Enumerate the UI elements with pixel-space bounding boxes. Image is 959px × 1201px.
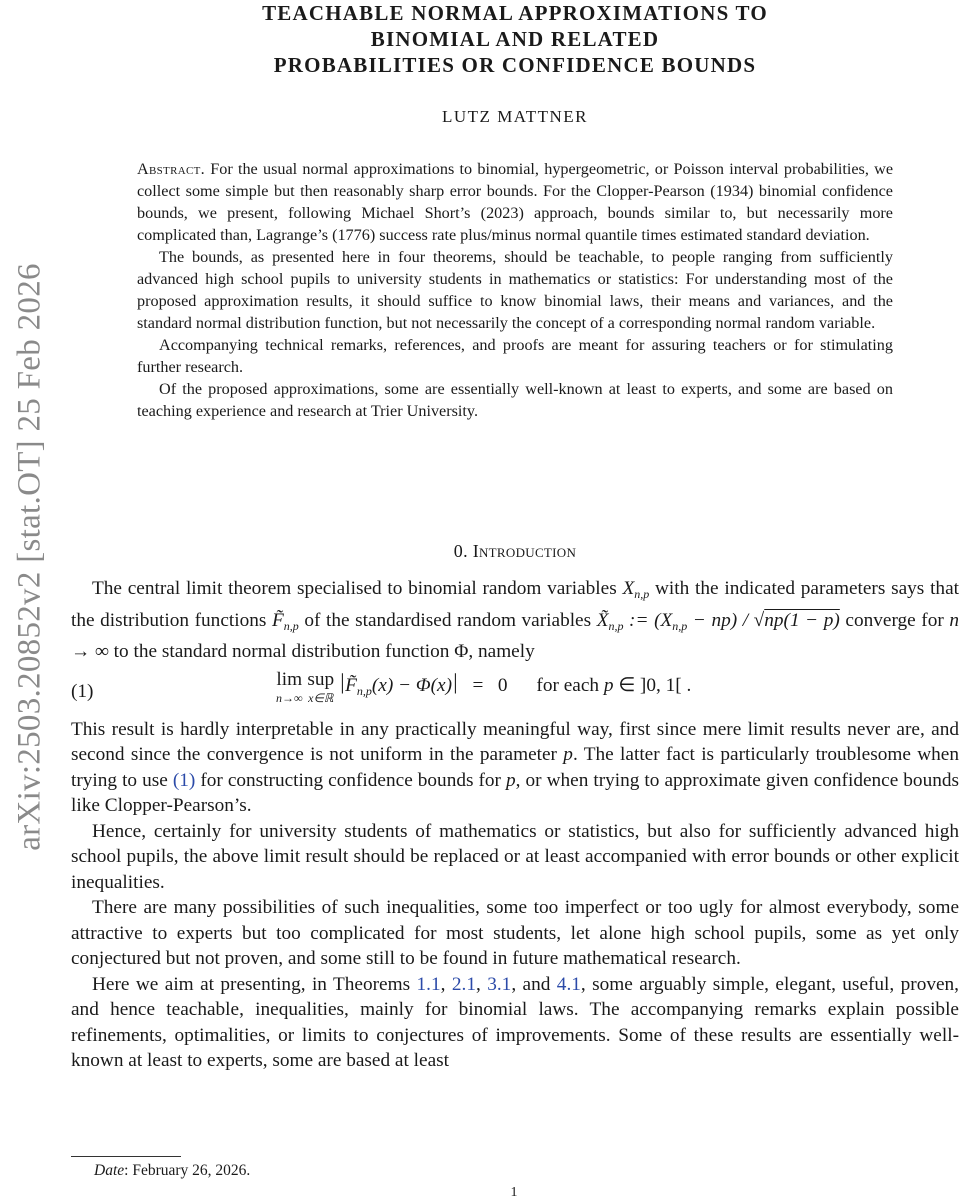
author-name: LUTZ MATTNER [442, 107, 588, 126]
equation-number: (1) [71, 680, 94, 702]
intro-paragraph-2: This result is hardly interpretable in any practically meaningful way, first since mere limit results never are, and second since the convergence is not uniform in the parameter p. The latter fact is particularly troublesome when trying to use (1) for constructing confidence bounds for p, or when trying to approximate given confidence bounds like Clopper-Pearson’s. [71, 718, 959, 816]
arxiv-identifier-text: arXiv:2503.20852v2 [stat.OT] 25 Feb 2026 [11, 263, 48, 851]
theorem-3-1-link[interactable]: 3.1 [487, 973, 512, 995]
footnote-label: Date [94, 1162, 125, 1179]
section-heading-text: 0. Introduction [453, 541, 577, 561]
abstract-paragraph-1 [137, 158, 893, 246]
abstract [137, 158, 893, 422]
section-heading [70, 541, 959, 562]
theorem-1-1-link[interactable]: 1.1 [416, 973, 441, 995]
abstract-paragraph-4: Of the proposed approximations, some are essentially well-known at least to experts, and some are based on teaching experience and research at Trier University. [137, 380, 893, 420]
paper-title [120, 0, 910, 78]
intro-paragraph-1: The central limit theorem specialised to binomial random variables $X_{n,p}$ with the indicated parameters says that the distribution functions $F̃_{n,p}$ of the standardised random variables $X̃_{n,p}$ := $(X_{n,p} - np) / √np(1 - p)$ converge for n → ∞ to the standard normal distribution function Φ, namely [71, 578, 959, 662]
introduction-body [71, 576, 959, 1074]
abstract-paragraph-2: The bounds, as presented here in four theorems, should be teachable, to people ranging from sufficiently advanced high school pupils to university students in mathematics or statistics: For understanding most of the proposed approximation results, it should suffice to know binomial laws, their means and variances, and the standard normal distribution function, but not necessarily the concept of a corresponding normal random variable. [137, 248, 893, 332]
intro-paragraph-3: Hence, certainly for university students of mathematics or statistics, but also for sufficiently advanced high school pupils, the above limit result should be replaced or at least accompanied with error bounds or other explicit inequalities. [71, 820, 959, 893]
theorem-4-1-link[interactable]: 4.1 [556, 973, 581, 995]
intro-paragraph-4: There are many possibilities of such inequalities, some too imperfect or too ugly for almost everybody, some attractive to experts but too complicated for most students, let alone high school pupils, some as yet only conjectured but not proven, and some still to be found in future mathematical research. [71, 897, 959, 969]
math-n-to-inf: n → ∞ [71, 609, 959, 662]
equation-tail: for each [536, 674, 604, 696]
equation-body: lim n→∞ sup x∈ℝ $|F̃_{n,p}(x) - \Phi(x)| = 0$ for each p ∈ ]0, 1[ . [276, 668, 692, 705]
math-xnp: $X_{n,p}$ [622, 578, 650, 601]
abstract-paragraph-3: Accompanying technical remarks, references, and proofs are meant for assuring teachers or for stimulating further research. [137, 336, 893, 376]
abstract-text-1: For the usual normal approximations to binomial, hypergeometric, or Poisson interval probabilities, we collect some simple but then reasonably sharp error bounds. For the Clopper-Pearson (1934) binomial confidence bounds, we present, following Michael Short’s (2023) approach, bounds similar to, but necessarily more complicated than, Lagrange’s (1776) success rate plus/minus normal quantile times estimated standard deviation. [137, 160, 894, 244]
abstract-label: Abstract. [137, 160, 205, 178]
theorem-2-1-link[interactable]: 2.1 [451, 973, 476, 995]
footnote-rule [71, 1156, 181, 1157]
footnote-text: : February 26, 2026. [124, 1162, 251, 1179]
equation-1-link[interactable]: (1) [172, 769, 196, 791]
equation-1 [71, 669, 959, 717]
title-line-3: PROBABILITIES OR CONFIDENCE BOUNDS [273, 53, 757, 77]
title-line-2: BINOMIAL AND RELATED [370, 27, 660, 51]
arxiv-identifier [8, 225, 52, 890]
page-number: 1 [510, 1185, 518, 1200]
math-fnp: $F̃_{n,p}$ [271, 609, 299, 633]
title-line-1: TEACHABLE NORMAL APPROXIMATIONS TO [262, 1, 768, 25]
intro-paragraph-5: Here we aim at presenting, in Theorems 1.1, 2.1, 3.1, and 4.1, some arguably simple, elegant, useful, proven, and hence teachable, inequalities, mainly for binomial laws. The accompanying remarks explain possible refinements, optimalities, or limits to conjectures of improvements. Some of these results are essentially well-known at least to experts, some are based at least [71, 973, 959, 1071]
math-standardised: $X̃_{n,p}$ := $(X_{n,p} - np) / √np(1 - p)$ [596, 609, 840, 633]
footnote-date [94, 1162, 250, 1180]
